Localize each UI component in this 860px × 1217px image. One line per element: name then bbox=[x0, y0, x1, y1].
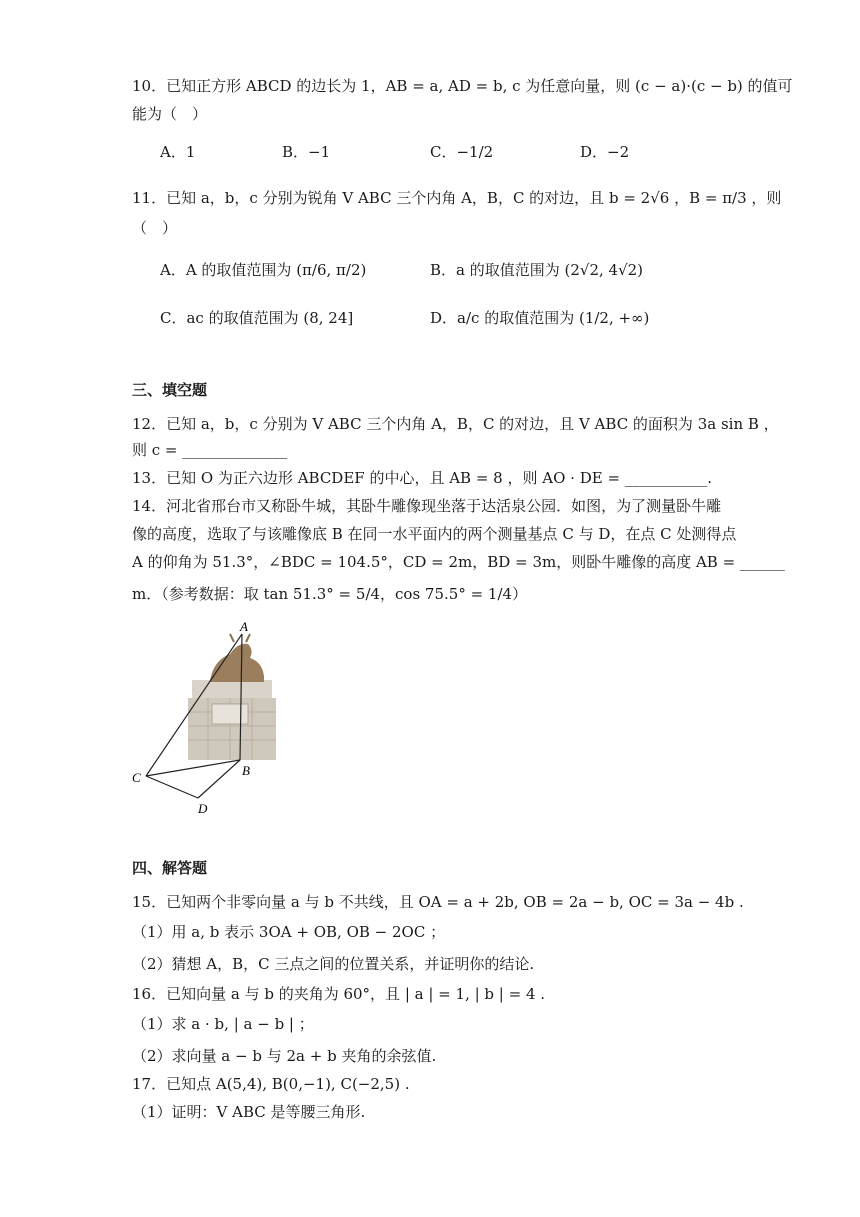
q10-stem-line2: 能为（ ） bbox=[132, 105, 208, 123]
q11-stem-line2: （ ） bbox=[132, 219, 178, 237]
point-label-d: D bbox=[198, 801, 208, 816]
q11-option-c: C．ac 的取值范围为 (8, 24] bbox=[160, 309, 354, 327]
q17-line1: 17．已知点 A(5,4), B(0,−1), C(−2,5) . bbox=[132, 1075, 410, 1093]
q13-line: 13．已知 O 为正六边形 ABCDEF 的中心，且 AB = 8 ，则 AO · DE = ___________. bbox=[132, 469, 713, 487]
q17-line2: （1）证明：V ABC 是等腰三角形. bbox=[132, 1103, 366, 1121]
q16-line3: （2）求向量 a − b 与 2a + b 夹角的余弦值. bbox=[132, 1047, 437, 1065]
q12-line1: 12．已知 a，b，c 分别为 V ABC 三个内角 A，B，C 的对边，且 V ABC 的面积为 3a sin B ， bbox=[132, 415, 779, 433]
q11-option-b: B．a 的取值范围为 (2√2, 4√2) bbox=[430, 261, 644, 279]
point-label-b: B bbox=[242, 763, 250, 778]
q15-line1: 15．已知两个非零向量 a 与 b 不共线，且 OA = a + 2b, OB = 2a − b, OC = 3a − 4b . bbox=[132, 893, 744, 911]
q11-stem-line1: 11．已知 a，b，c 分别为锐角 V ABC 三个内角 A，B，C 的对边，且 b = 2√6 ，B = π/3 ，则 bbox=[132, 189, 782, 207]
q10-stem-line1: 10．已知正方形 ABCD 的边长为 1，AB = a, AD = b, c 为任意向量，则 (c − a)·(c − b) 的值可 bbox=[132, 77, 793, 95]
point-label-a: A bbox=[240, 620, 248, 634]
q14-line3: A 的仰角为 51.3°，∠BDC = 104.5°，CD = 2m，BD = 3m，则卧牛雕像的高度 AB = ______ bbox=[132, 553, 785, 571]
q10-option-c: C．−1/2 bbox=[430, 143, 494, 161]
q15-line2: （1）用 a, b 表示 3OA + OB, OB − 2OC ； bbox=[132, 923, 446, 941]
point-label-c: C bbox=[132, 770, 141, 785]
q14-line2: 像的高度，选取了与该雕像底 B 在同一水平面内的两个测量基点 C 与 D，在点 C 处测得点 bbox=[132, 525, 737, 543]
q16-line2: （1）求 a · b, | a − b | ； bbox=[132, 1015, 314, 1033]
section-fill-in-heading: 三、填空题 bbox=[132, 381, 208, 399]
ox-statue-figure bbox=[130, 620, 290, 820]
q10-option-a: A．1 bbox=[160, 143, 196, 161]
q15-line3: （2）猜想 A，B，C 三点之间的位置关系，并证明你的结论. bbox=[132, 955, 535, 973]
q14-line4: m．（参考数据：取 tan 51.3° = 5/4，cos 75.5° = 1/4） bbox=[132, 585, 528, 603]
q14-line1: 14．河北省邢台市又称卧牛城，其卧牛雕像现坐落于达活泉公园．如图，为了测量卧牛雕 bbox=[132, 497, 722, 515]
q11-option-a: A．A 的取值范围为 (π/6, π/2) bbox=[160, 261, 367, 279]
q12-line2: 则 c = ______________ bbox=[132, 441, 288, 459]
section-solution-heading: 四、解答题 bbox=[132, 859, 208, 877]
q16-line1: 16．已知向量 a 与 b 的夹角为 60°，且 | a | = 1, | b | = 4 . bbox=[132, 985, 546, 1003]
statue-illustration bbox=[188, 634, 276, 760]
q11-option-d: D．a/c 的取值范围为 (1/2, +∞) bbox=[430, 309, 650, 327]
q10-option-b: B．−1 bbox=[282, 143, 331, 161]
q10-option-d: D．−2 bbox=[580, 143, 630, 161]
